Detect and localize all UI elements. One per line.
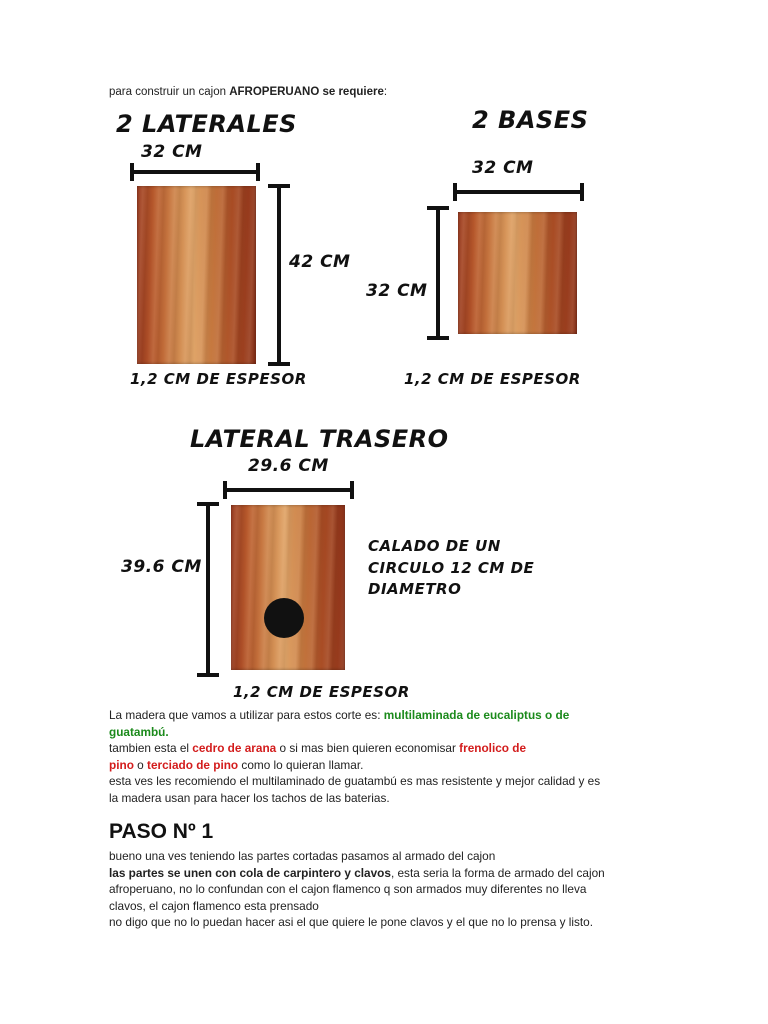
laterales-width-label: 32 CM	[141, 142, 203, 162]
wood-paragraph	[109, 707, 669, 806]
laterales-height-cap-bottom	[268, 362, 290, 366]
bases-board	[458, 212, 577, 334]
paso-line-2	[109, 865, 669, 882]
bases-height-cap-top	[427, 206, 449, 210]
bases-height-cap-bottom	[427, 336, 449, 340]
laterales-width-cap-right	[256, 163, 260, 181]
laterales-height-cap-top	[268, 184, 290, 188]
bases-height-bar	[436, 208, 440, 338]
intro-bold: AFROPERUANO se requiere	[229, 86, 384, 98]
wood-line-3	[109, 740, 669, 757]
trasero-title: LATERAL TRASERO	[190, 425, 449, 453]
bases-width-cap-right	[580, 183, 584, 201]
wood-line-4-text-a: o	[133, 757, 148, 772]
bases-width-cap-left	[453, 183, 457, 201]
wood-line-3-text-a: tambien esta el	[109, 741, 193, 755]
trasero-note-line2: CIRCULO 12 CM DE	[368, 559, 535, 577]
trasero-height-cap-top	[197, 502, 219, 506]
laterales-thickness-label: 1,2 CM DE ESPESOR	[130, 370, 307, 388]
trasero-thickness-label: 1,2 CM DE ESPESOR	[233, 683, 410, 701]
laterales-board	[137, 186, 256, 364]
bases-thickness-label: 1,2 CM DE ESPESOR	[404, 370, 581, 388]
trasero-width-cap-left	[223, 481, 227, 499]
wood-line-1-green: multilaminada de eucaliptus o de	[383, 708, 570, 722]
laterales-width-cap-left	[130, 163, 134, 181]
intro-text: para construir un cajon	[109, 86, 230, 98]
wood-line-4-red-b: terciado de pino	[147, 757, 239, 772]
laterales-height-label: 42 CM	[289, 252, 351, 272]
paso-line-5: no digo que no lo puedan hacer asi el que quiere le pone clavos y el que no lo prensa y listo.	[109, 915, 594, 929]
trasero-height-cap-bottom	[197, 673, 219, 677]
bases-height-label: 32 CM	[366, 281, 428, 301]
trasero-height-label: 39.6 CM	[121, 557, 202, 577]
wood-line-3-text-b: o si mas bien quieren economisar	[276, 741, 460, 755]
bases-title: 2 BASES	[472, 106, 589, 134]
paso-line-2-text: , esta seria la forma de armado del cajon	[390, 865, 605, 880]
paso-line-2-bold: las partes se unen con cola de carpintero y clavos	[109, 865, 391, 880]
wood-line-2-green: guatambú.	[109, 724, 169, 739]
bases-width-label: 32 CM	[472, 158, 534, 178]
wood-line-6: la madera usan para hacer los tachos de las baterias.	[109, 790, 390, 805]
sound-hole	[264, 598, 304, 638]
trasero-height-bar	[206, 504, 210, 674]
laterales-width-bar	[130, 170, 260, 174]
trasero-note-line3: DIAMETRO	[368, 580, 462, 598]
trasero-width-bar	[223, 488, 354, 492]
trasero-width-cap-right	[350, 481, 354, 499]
wood-line-1	[109, 707, 669, 724]
wood-line-3-red-a: cedro de arana	[192, 741, 277, 755]
laterales-title: 2 LATERALES	[116, 110, 297, 138]
paso-line-1: bueno una ves teniendo las partes cortadas pasamos al armado del cajon	[109, 849, 496, 863]
wood-line-1-text: La madera que vamos a utilizar para estos corte es:	[109, 708, 384, 722]
wood-line-3-red-b: frenolico de	[459, 741, 527, 755]
paso-line-4: clavos, el cajon flamenco esta prensado	[109, 898, 319, 913]
wood-line-2	[109, 724, 669, 741]
laterales-height-bar	[277, 186, 281, 364]
paso-line-3: afroperuano, no lo confundan con el cajon flamenco q son armados muy diferentes no lleva	[109, 882, 587, 896]
paso-heading: PASO Nº 1	[109, 820, 214, 843]
intro-line	[109, 86, 387, 98]
bases-width-bar	[453, 190, 584, 194]
trasero-board	[231, 505, 345, 670]
wood-line-4-text-b: como lo quieran llamar.	[238, 757, 364, 772]
trasero-note-line1: CALADO DE UN	[368, 537, 501, 555]
wood-line-4	[109, 757, 669, 774]
paso-paragraph	[109, 848, 669, 931]
intro-colon: :	[383, 86, 388, 98]
wood-line-4-red-a: pino	[109, 757, 134, 772]
wood-line-5: esta ves les recomiendo el multilaminado de guatambú es mas resistente y mejor calidad y es	[109, 774, 601, 788]
trasero-width-label: 29.6 CM	[248, 456, 329, 476]
